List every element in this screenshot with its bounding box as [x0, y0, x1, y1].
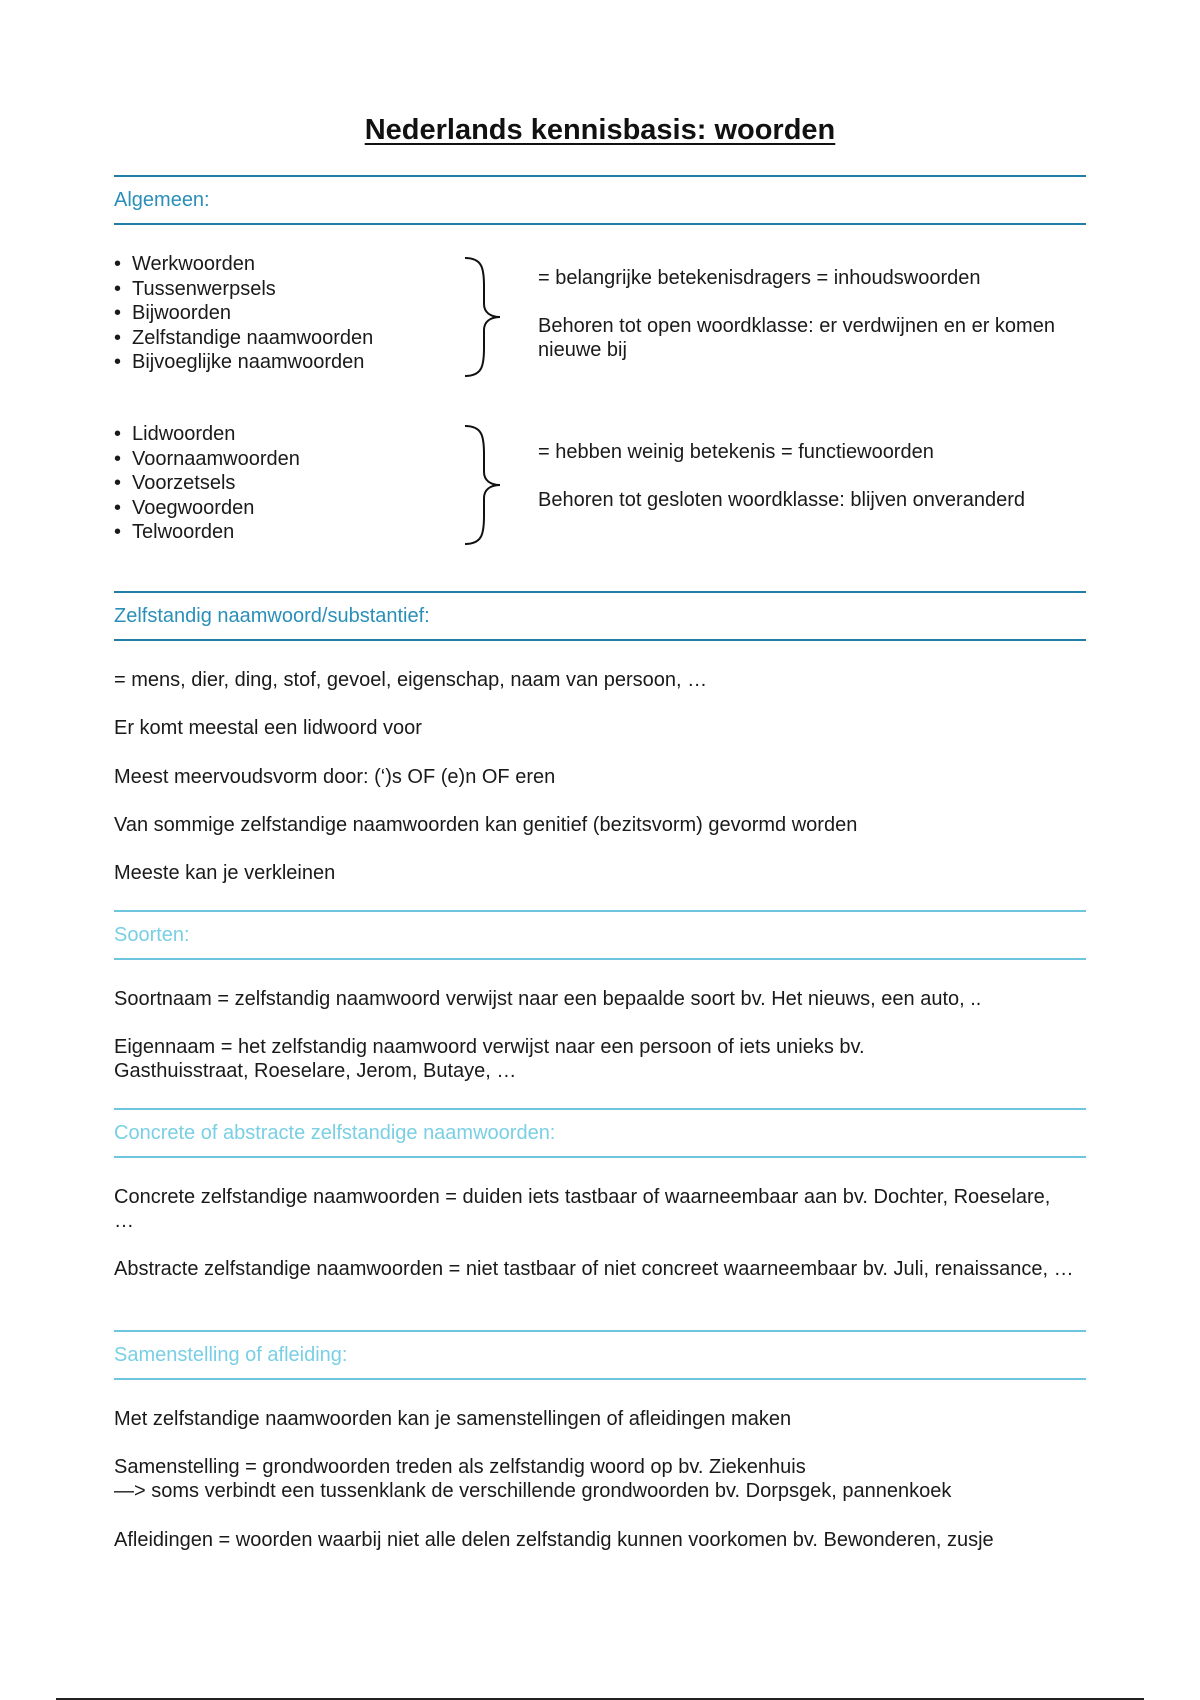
closed-class-note-2: Behoren tot gesloten woordklasse: blijven onveranderd: [538, 489, 1025, 511]
open-class-note-1: = belangrijke betekenisdragers = inhoudswoorden: [538, 267, 981, 289]
section-header-samenstelling-afleiding: [114, 1330, 1086, 1380]
page-title: Nederlands kennisbasis: woorden: [364, 114, 836, 146]
paragraph: Afleidingen = woorden waarbij niet alle delen zelfstandig kunnen voorkomen bv. Bewonderen, zusje: [114, 1529, 994, 1551]
list-item: • Voegwoorden: [114, 496, 300, 521]
paragraph: Er komt meestal een lidwoord voor: [114, 717, 422, 739]
list-item: • Lidwoorden: [114, 422, 300, 447]
open-word-class-list: [114, 252, 373, 375]
curly-brace-icon: [462, 424, 512, 546]
paragraph: Eigennaam = het zelfstandig naamwoord verwijst naar een persoon of iets unieks bv. Gasthuisstraat, Roeselare, Jerom, Butaye, …: [114, 1036, 865, 1082]
list-item: • Zelfstandige naamwoorden: [114, 326, 373, 351]
paragraph: Samenstelling = grondwoorden treden als zelfstandig woord op bv. Ziekenhuis: [114, 1456, 806, 1478]
list-item: • Werkwoorden: [114, 252, 373, 277]
section-header-zelfstandig-naamwoord: [114, 591, 1086, 641]
closed-class-note-1: = hebben weinig betekenis = functiewoorden: [538, 441, 934, 463]
paragraph: Abstracte zelfstandige naamwoorden = niet tastbaar of niet concreet waarneembaar bv. Juli, renaissance, …: [114, 1258, 1074, 1280]
list-item: • Tussenwerpsels: [114, 277, 373, 302]
section-title-samenstelling-afleiding: Samenstelling of afleiding:: [114, 1344, 348, 1366]
paragraph: Meeste kan je verkleinen: [114, 862, 336, 884]
list-item: • Bijwoorden: [114, 301, 373, 326]
section-header-algemeen: [114, 175, 1086, 225]
list-item: • Bijvoeglijke naamwoorden: [114, 350, 373, 375]
closed-word-class-list: [114, 422, 300, 545]
section-title-soorten: Soorten:: [114, 924, 190, 946]
section-header-soorten: [114, 910, 1086, 960]
open-class-note-2: Behoren tot open woordklasse: er verdwijnen en er komen nieuwe bij: [538, 315, 1055, 361]
section-header-concreet-abstract: [114, 1108, 1086, 1158]
curly-brace-icon: [462, 256, 512, 378]
paragraph: —> soms verbindt een tussenklank de verschillende grondwoorden bv. Dorpsgek, pannenkoek: [114, 1480, 952, 1502]
list-item: • Voorzetsels: [114, 471, 300, 496]
paragraph: = mens, dier, ding, stof, gevoel, eigenschap, naam van persoon, …: [114, 669, 708, 691]
list-item: • Voornaamwoorden: [114, 447, 300, 472]
section-title-concreet-abstract: Concrete of abstracte zelfstandige naamwoorden:: [114, 1122, 556, 1144]
list-item: • Telwoorden: [114, 520, 300, 545]
paragraph: Concrete zelfstandige naamwoorden = duiden iets tastbaar of waarneembaar aan bv. Dochter, Roeselare, …: [114, 1186, 1051, 1232]
section-title-zelfstandig-naamwoord: Zelfstandig naamwoord/substantief:: [114, 605, 430, 627]
section-title-algemeen: Algemeen:: [114, 189, 210, 211]
paragraph: Met zelfstandige naamwoorden kan je samenstellingen of afleidingen maken: [114, 1408, 792, 1430]
paragraph: Soortnaam = zelfstandig naamwoord verwijst naar een bepaalde soort bv. Het nieuws, een auto, ..: [114, 988, 982, 1010]
paragraph: Van sommige zelfstandige naamwoorden kan genitief (bezitsvorm) gevormd worden: [114, 814, 858, 836]
paragraph: Meest meervoudsvorm door: (‘)s OF (e)n OF eren: [114, 766, 556, 788]
